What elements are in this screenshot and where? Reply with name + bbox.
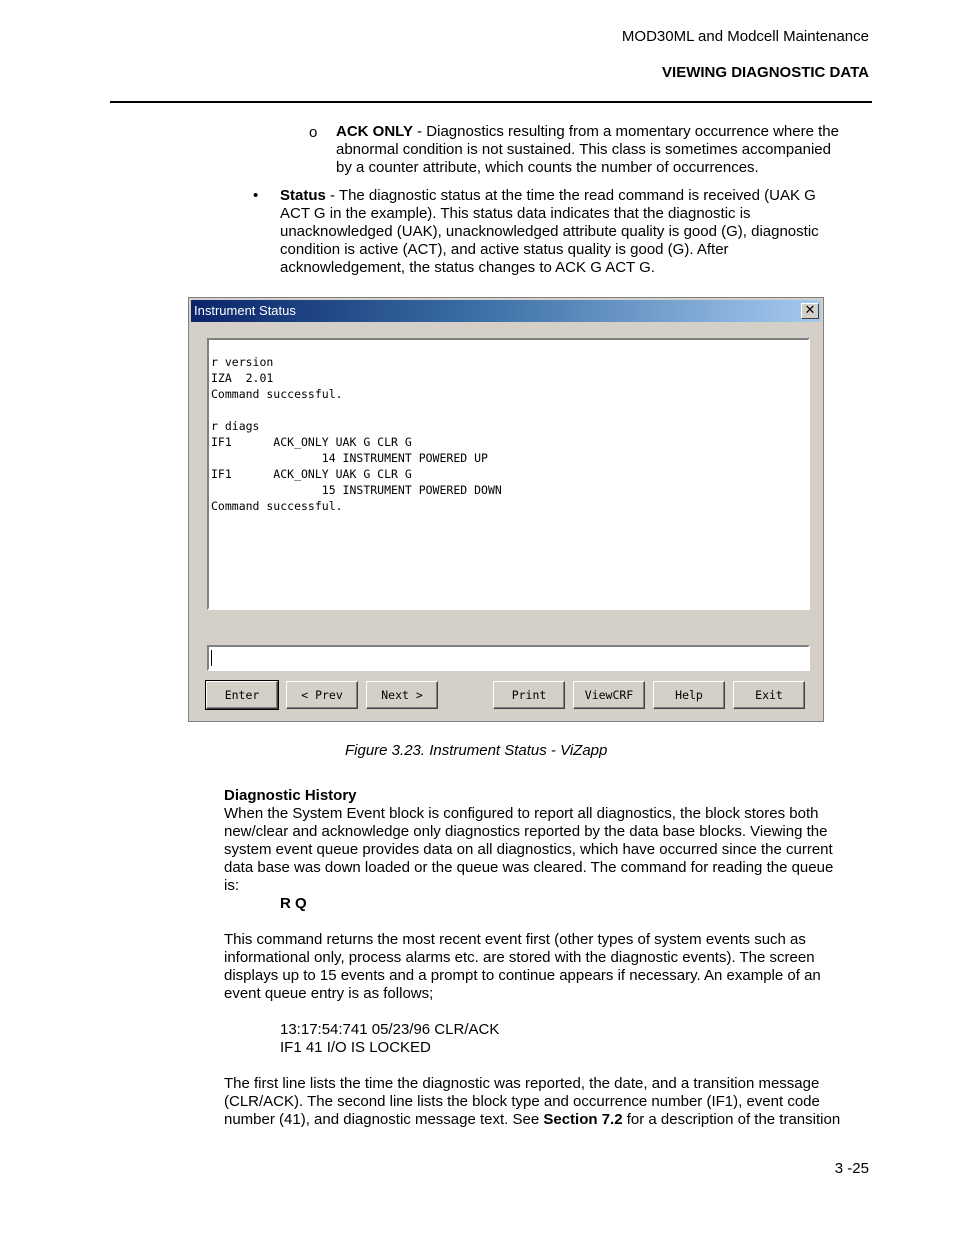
ack-only-text-1: - Diagnostics resulting from a momentary occurrence where the xyxy=(412,123,839,140)
header-rule xyxy=(110,101,872,103)
paragraph-line: event queue entry is as follows; xyxy=(224,985,434,1002)
paragraph-line: This command returns the most recent event first (other types of system events such as xyxy=(224,931,806,948)
paragraph-line: informational only, process alarms etc. are stored with the diagnostic events). The screen xyxy=(224,949,815,966)
paragraph-line: is: xyxy=(224,877,239,894)
paragraph-text: for a description of the transition xyxy=(622,1111,841,1128)
bullet-marker: • xyxy=(253,187,259,204)
diagnostic-history-section xyxy=(224,787,884,1129)
document-title: MOD30ML and Modcell Maintenance xyxy=(621,28,869,45)
paragraph-text: number (41), and diagnostic message text. See xyxy=(224,1111,544,1128)
command-input[interactable] xyxy=(207,645,810,671)
instrument-status-window xyxy=(188,297,824,722)
status-text-1: - The diagnostic status at the time the read command is received (UAK G xyxy=(325,187,816,204)
paragraph-line: The first line lists the time the diagnostic was reported, the date, and a transition message xyxy=(224,1075,820,1092)
exit-button[interactable]: Exit xyxy=(733,681,805,709)
window-titlebar[interactable] xyxy=(191,300,821,322)
ack-only-term: ACK ONLY xyxy=(336,123,413,140)
page-number: 3 -25 xyxy=(834,1160,869,1177)
diagnostic-history-heading: Diagnostic History xyxy=(224,787,357,804)
print-button[interactable]: Print xyxy=(493,681,565,709)
figure-caption: Figure 3.23. Instrument Status - ViZapp xyxy=(345,742,608,759)
section-title: VIEWING DIAGNOSTIC DATA xyxy=(662,64,869,81)
enter-button[interactable]: Enter xyxy=(206,681,278,709)
sub-bullet-marker: o xyxy=(309,124,318,141)
output-area[interactable] xyxy=(207,338,810,610)
section-reference: Section 7.2 xyxy=(543,1111,623,1128)
ack-only-text-2: abnormal condition is not sustained. This class is sometimes accompanied xyxy=(336,141,831,158)
paragraph-line: data base was down loaded or the queue was cleared. The command for reading the queue xyxy=(224,859,834,876)
status-text-4: condition is active (ACT), and active status quality is good (G). After xyxy=(280,241,729,258)
help-button[interactable]: Help xyxy=(653,681,725,709)
status-text-3: unacknowledged (UAK), unacknowledged attribute quality is good (G), diagnostic xyxy=(280,223,819,240)
status-text-2: ACT G in the example). This status data indicates that the diagnostic is xyxy=(280,205,751,222)
paragraph-line: system event queue provides data on all diagnostics, which have occurred since the current xyxy=(224,841,833,858)
window-title: Instrument Status xyxy=(194,303,296,318)
viewcrf-button[interactable]: ViewCRF xyxy=(573,681,645,709)
next-button[interactable]: Next > xyxy=(366,681,438,709)
status-term: Status xyxy=(280,187,326,204)
ack-only-text-3: by a counter attribute, which counts the number of occurrences. xyxy=(336,159,759,176)
text-caret xyxy=(211,650,212,666)
paragraph-line: displays up to 15 events and a prompt to continue appears if necessary. An example of an xyxy=(224,967,821,984)
paragraph-line: When the System Event block is configured to report all diagnostics, the block stores both xyxy=(224,805,819,822)
paragraph-line: new/clear and acknowledge only diagnostics reported by the data base blocks. Viewing the xyxy=(224,823,828,840)
prev-button[interactable]: < Prev xyxy=(286,681,358,709)
queue-command: R Q xyxy=(280,895,307,912)
status-text-5: acknowledgement, the status changes to ACK G ACT G. xyxy=(280,259,655,276)
example-line-1: 13:17:54:741 05/23/96 CLR/ACK xyxy=(280,1021,500,1038)
paragraph-line: (CLR/ACK). The second line lists the block type and occurrence number (IF1), event code xyxy=(224,1093,820,1110)
close-icon: ✕ xyxy=(804,303,816,318)
output-text: r version IZA 2.01 Command successful. r diags IF1 ACK_ONLY UAK G CLR G 14 INSTRUMENT POWERED UP IF1 ACK_ONLY UAK G CLR G 15 INSTRUMENT POWERED DOWN Command successful. xyxy=(211,355,502,513)
ack-only-item xyxy=(336,123,876,177)
example-line-2: IF1 41 I/O IS LOCKED xyxy=(280,1039,431,1056)
close-button[interactable] xyxy=(801,303,819,319)
status-item xyxy=(280,187,880,277)
